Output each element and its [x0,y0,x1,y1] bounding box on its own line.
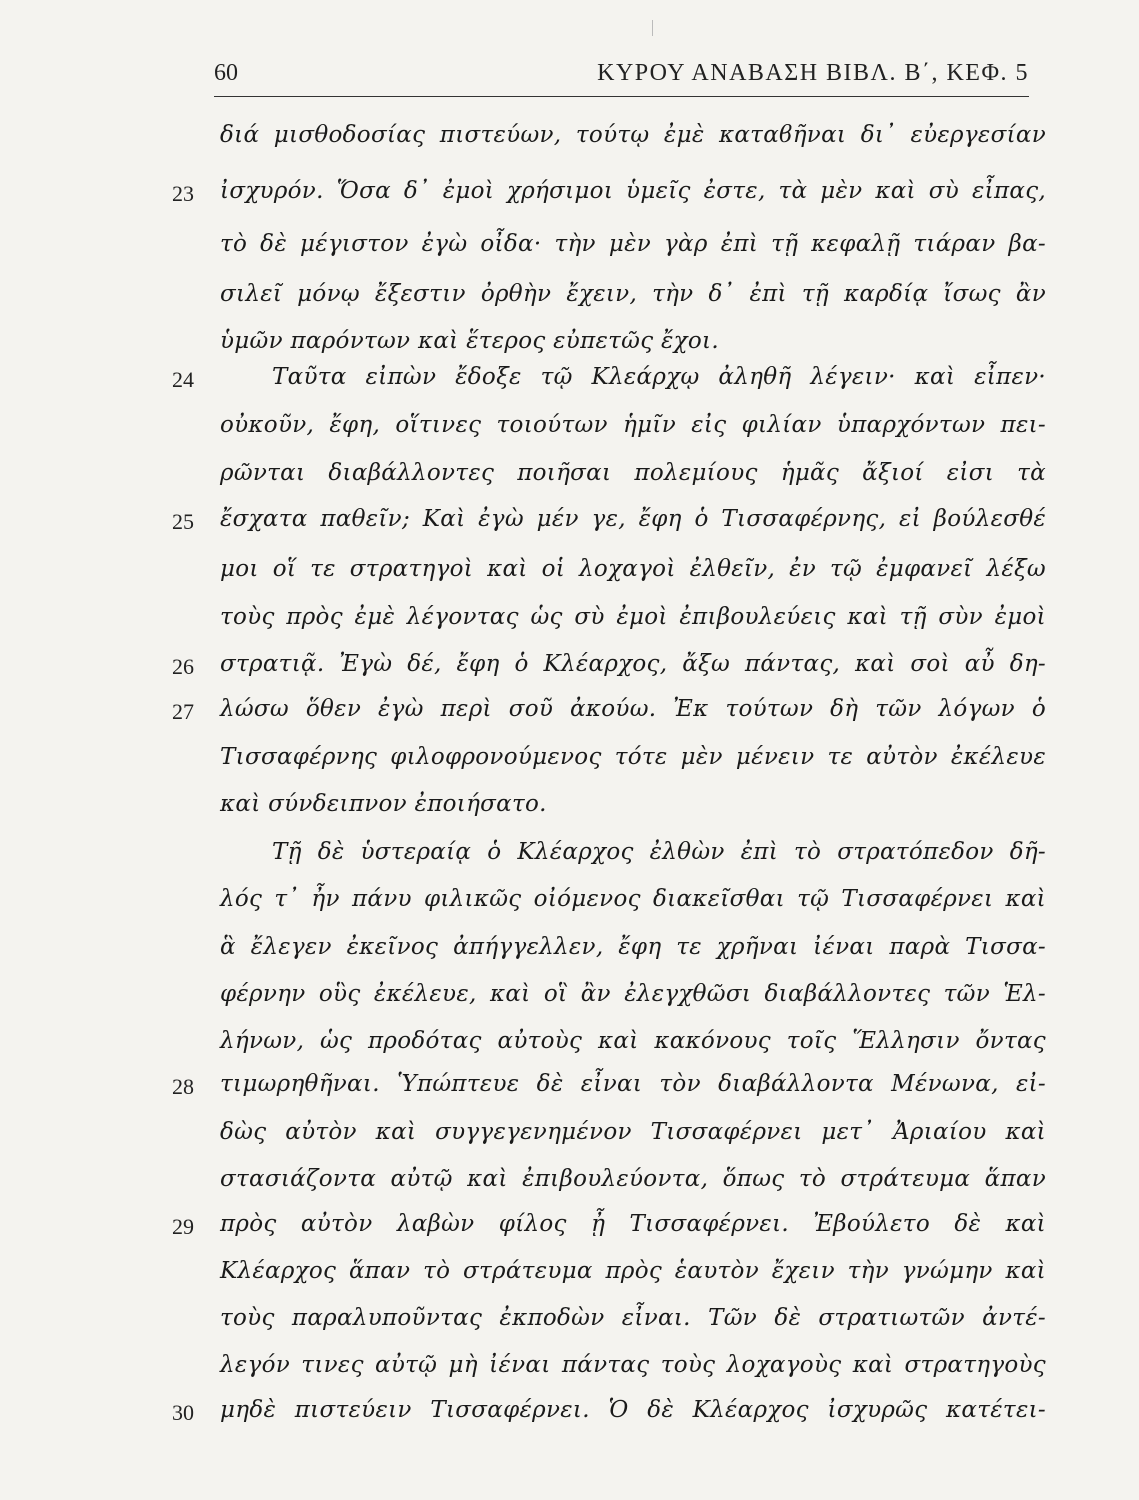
section-number: 30 [172,1400,194,1425]
text-line: στρατιᾷ. Ἐγὼ δέ, ἔφη ὁ Κλέαρχος, ἄξω πάντας, καὶ σοὶ αὖ δη- [220,651,1046,677]
section-number: 29 [172,1214,194,1239]
text-line: τὸ δὲ μέγιστον ἐγὼ οἶδα· τὴν μὲν γὰρ ἐπὶ τῇ κεφαλῇ τιάραν βα- [220,231,1046,257]
text-line: στασιάζοντα αὐτῷ καὶ ἐπιβουλεύοντα, ὅπως τὸ στράτευμα ἅπαν [220,1166,1046,1192]
section-number: 28 [172,1074,194,1099]
paper-mark [652,20,653,36]
text-line: τοὺς παραλυποῦντας ἐκποδὼν εἶναι. Τῶν δὲ στρατιωτῶν ἀντέ- [220,1305,1046,1331]
text-line: ὑμῶν παρόντων καὶ ἕτερος εὐπετῶς ἔχοι. [220,328,719,354]
text-line: δὼς αὐτὸν καὶ συγγεγενημένον Τισσαφέρνει μετ᾽ Ἀριαίου καὶ [220,1119,1046,1145]
page-header [214,60,1029,96]
text-line: σιλεῖ μόνῳ ἔξεστιν ὀρθὴν ἔχειν, τὴν δ᾽ ἐπὶ τῇ καρδίᾳ ἴσως ἂν [220,281,1046,307]
text-line: μοι οἵ τε στρατηγοὶ καὶ οἱ λοχαγοὶ ἐλθεῖν, ἐν τῷ ἐμφανεῖ λέξω [220,556,1046,582]
section-number: 25 [172,509,194,534]
text-line: ἔσχατα παθεῖν; Καὶ ἐγὼ μέν γε, ἔφη ὁ Τισσαφέρνης, εἰ βούλεσθέ [220,506,1046,532]
text-line: διά μισθοδοσίας πιστεύων, τούτῳ ἐμὲ καταϐῆναι δι᾽ εὐεργεσίαν [220,122,1046,148]
text-line: λεγόν τινες αὐτῷ μὴ ἰέναι πάντας τοὺς λοχαγοὺς καὶ στρατηγοὺς [220,1352,1046,1378]
text-line: οὐκοῦν, ἔφη, οἵτινες τοιούτων ἡμῖν εἰς φιλίαν ὑπαρχόντων πει- [220,412,1046,438]
text-line: ρῶνται διαβάλλοντες ποιῆσαι πολεμίους ἡμᾶς ἄξιοί εἰσι τὰ [220,460,1046,486]
text-line: λώσω ὅθεν ἐγὼ περὶ σοῦ ἀκούω. Ἐκ τούτων δὴ τῶν λόγων ὁ [220,696,1046,722]
text-line: ἰσχυρόν. Ὅσα δ᾽ ἐμοὶ χρήσιμοι ὑμεῖς ἐστε, τὰ μὲν καὶ σὺ εἶπας, [220,178,1046,204]
text-line: Ταῦτα εἰπὼν ἔδοξε τῷ Κλεάρχῳ ἀληθῆ λέγειν· καὶ εἶπεν· [272,364,1046,390]
section-number: 26 [172,654,194,679]
section-number: 24 [172,367,194,392]
text-line: τιμωρηθῆναι. Ὑπώπτευε δὲ εἶναι τὸν διαβάλλοντα Μένωνα, εἰ- [220,1071,1046,1097]
text-line: ἃ ἔλεγεν ἐκεῖνος ἀπήγγελλεν, ἔφη τε χρῆναι ἰέναι παρὰ Τισσα- [220,934,1046,960]
text-line: τοὺς πρὸς ἐμὲ λέγοντας ὡς σὺ ἐμοὶ ἐπιβουλεύεις καὶ τῇ σὺν ἐμοὶ [220,604,1046,630]
text-line: Τισσαφέρνης φιλοφρονούμενος τότε μὲν μένειν τε αὐτὸν ἐκέλευε [220,744,1046,770]
text-line: λός τ᾽ ἦν πάνυ φιλικῶς οἰόμενος διακεῖσθαι τῷ Τισσαφέρνει καὶ [220,886,1046,912]
running-head: ΚΥΡΟΥ ΑΝΑΒΑΣΗ ΒΙΒΛ. Β΄, ΚΕΦ. 5 [597,60,1029,86]
text-line: φέρνην οὓς ἐκέλευε, καὶ οἳ ἂν ἐλεγχθῶσι διαβάλλοντες τῶν Ἑλ- [220,981,1046,1007]
section-number: 23 [172,181,194,206]
text-line: καὶ σύνδειπνον ἐποιήσατο. [220,791,547,817]
section-number: 27 [172,699,194,724]
text-line: μηδὲ πιστεύειν Τισσαφέρνει. Ὁ δὲ Κλέαρχος ἰσχυρῶς κατέτει- [220,1397,1046,1423]
text-line: λήνων, ὡς προδότας αὐτοὺς καὶ κακόνους τοῖς Ἕλλησιν ὄντας [220,1028,1046,1054]
text-line: Τῇ δὲ ὑστεραίᾳ ὁ Κλέαρχος ἐλθὼν ἐπὶ τὸ στρατόπεδον δῆ- [272,839,1046,865]
page-number: 60 [214,60,238,86]
text-line: πρὸς αὐτὸν λαβὼν φίλος ᾖ Τισσαφέρνει. Ἐβούλετο δὲ καὶ [220,1211,1046,1237]
text-line: Κλέαρχος ἅπαν τὸ στράτευμα πρὸς ἑαυτὸν ἔχειν τὴν γνώμην καὶ [220,1258,1046,1284]
header-rule [214,96,1029,97]
